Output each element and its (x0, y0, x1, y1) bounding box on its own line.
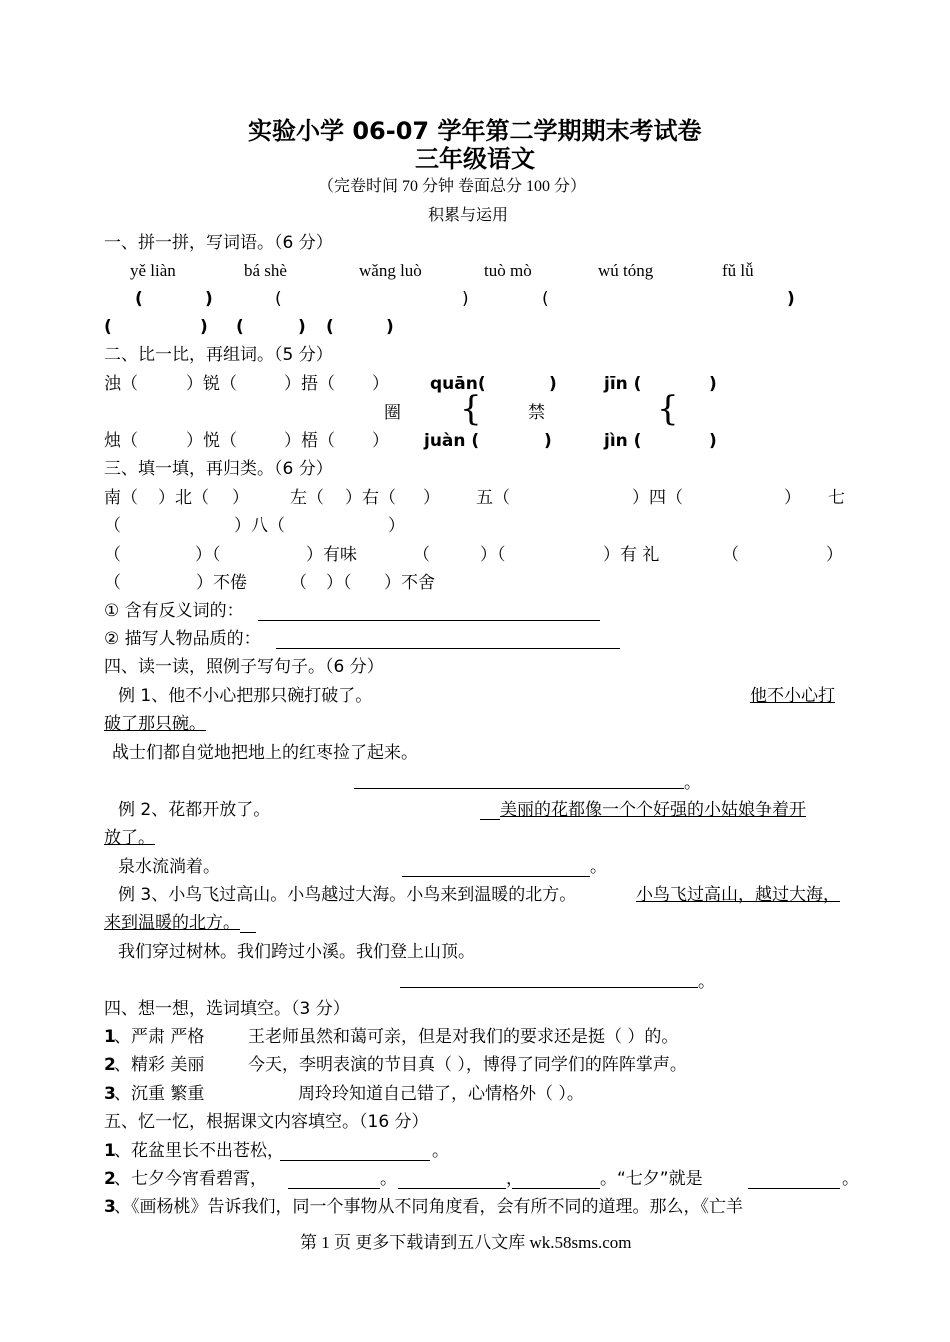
recite-text: 。“七夕”就是 (600, 1169, 703, 1189)
item-number: 3 (104, 1084, 116, 1104)
answer-paren-close: ) (205, 289, 213, 309)
answer-line (402, 876, 590, 877)
answer-paren-close: ) (462, 289, 469, 309)
answer-line (280, 1160, 430, 1161)
polyphone-char-jin: 禁 (528, 403, 545, 423)
category-character: ② 描写人物品质的： (104, 629, 261, 649)
fill-sentence: 王老师虽然和蔼可亲，但是对我们的要求还是挺（ ）的。 (248, 1027, 679, 1047)
answer-line (400, 987, 698, 988)
recite-text: 、花盆里长不出苍松， (114, 1141, 284, 1161)
word-choices: 、严肃 严格 (114, 1027, 205, 1047)
exam-title: 实验小学 06-07 学年第二学期期末考试卷 (248, 117, 702, 145)
underline-lead (480, 819, 500, 820)
answer-paren-open: ( (275, 289, 282, 309)
fill-blank: ）北（ (158, 488, 209, 508)
answer-line (288, 1188, 380, 1189)
answer-paren-open: ( (104, 317, 112, 337)
answer-paren-close: ) (298, 317, 306, 337)
fill-blank: 左（ (290, 488, 324, 508)
item-number: 2 (104, 1055, 116, 1075)
task-2: 泉水流淌着。 (118, 857, 220, 877)
exam-subtitle: 三年级语文 (415, 145, 535, 173)
compare-char: ）悦（ (186, 431, 237, 451)
q2-heading: 二、比一比，再组词。（5 分） (104, 345, 333, 365)
answer-line (398, 1188, 506, 1189)
pinyin-quan-close: ) (549, 374, 557, 394)
compare-char: ）梧（ (284, 431, 335, 451)
exam-meta: （完卷时间 70 分钟 卷面总分 100 分） (318, 178, 587, 195)
fill-blank: ） (232, 488, 249, 508)
compare-char: ） (372, 374, 389, 394)
fill-blank: （ (290, 573, 307, 593)
answer-paren-open: ( (236, 317, 244, 337)
compare-char: ）捂（ (284, 374, 335, 394)
example-1: 例 1、他不小心把那只碗打破了。 (118, 686, 373, 706)
fill-blank: 七 (828, 488, 845, 508)
compare-char: ） (372, 431, 389, 451)
fill-blank: ） (423, 488, 440, 508)
example-3: 例 3、小鸟飞过高山。小鸟越过大海。小鸟来到温暖的北方。 (118, 885, 577, 905)
fill-sentence: 今天，李明表演的节目真（ ），博得了同学们的阵阵掌声。 (248, 1055, 687, 1075)
answer-paren-close: ) (386, 317, 394, 337)
pinyin-4: tuò mò (484, 261, 532, 280)
example-2: 例 2、花都开放了。 (118, 800, 271, 820)
brace-icon: { (657, 389, 679, 429)
q6-heading: 五、忆一忆，根据课文内容填空。（16 分） (104, 1112, 429, 1132)
fill-blank: ）不倦 (196, 573, 247, 593)
fill-blank: （ (413, 545, 430, 565)
pinyin-quan: quān( (430, 374, 486, 394)
pinyin-juan: juàn ( (424, 431, 480, 451)
answer-line (276, 648, 620, 649)
compare-char: 浊（ (104, 374, 138, 394)
recite-text: 。 (842, 1169, 859, 1189)
pinyin-juan-close: ) (544, 431, 552, 451)
fill-blank: ）（ (326, 573, 352, 593)
word-choices: 、沉重 繁重 (114, 1084, 205, 1104)
polyphone-char-quan: 圈 (384, 403, 401, 423)
answer-paren-open: ( (326, 317, 334, 337)
q1-heading: 一、拼一拼，写词语。（6 分） (104, 233, 333, 253)
recite-text: ， (506, 1169, 523, 1189)
answer-paren-open: ( (542, 289, 549, 309)
fill-blank: ）不舍 (384, 573, 435, 593)
example-3-answer: 小鸟飞过高山，越过大海， (636, 885, 840, 905)
pinyin-6: fǔ lǚ (722, 261, 754, 280)
q5-heading: 四、想一想，选词填空。（3 分） (104, 999, 350, 1019)
pinyin-3: wǎng luò (359, 261, 422, 280)
q4-heading: 四、读一读，照例子写句子。（6 分） (104, 657, 384, 677)
example-1-answer-cont: 破了那只碗。 (104, 714, 206, 734)
recite-text: 、《画杨桃》告诉我们，同一个事物从不同角度看，会有所不同的道理。那么，《亡羊 (114, 1197, 743, 1217)
pinyin-jin: jìn ( (604, 431, 642, 451)
fill-blank: ）右（ (345, 488, 396, 508)
fill-blank: ） (784, 488, 801, 508)
item-number: 2 (104, 1169, 116, 1189)
compare-char: 烛（ (104, 431, 138, 451)
fill-blank: ）有味 (306, 545, 357, 565)
answer-line (512, 1188, 600, 1189)
fill-blank: （ (722, 545, 739, 565)
fill-blank: （ (104, 516, 121, 536)
pinyin-5: wú tóng (598, 261, 654, 280)
fill-blank: ）有 礼 (603, 545, 660, 565)
fill-blank: ） (826, 545, 843, 565)
pinyin-2: bá shè (244, 261, 287, 280)
fill-blank: ）（ (195, 545, 221, 565)
answer-paren-open: ( (135, 289, 143, 309)
item-number: 1 (104, 1027, 116, 1047)
fill-blank: ） (388, 516, 405, 536)
pinyin-jin-close: ) (709, 374, 717, 394)
fill-blank: ）（ (480, 545, 506, 565)
answer-paren-close: ) (200, 317, 208, 337)
fill-blank: （ (104, 545, 121, 565)
task-1: 战士们都自觉地把地上的红枣捡了起来。 (112, 743, 418, 763)
item-number: 1 (104, 1141, 116, 1161)
task-3: 我们穿过树林。我们跨过小溪。我们登上山顶。 (118, 942, 475, 962)
pinyin-1: yě liàn (130, 261, 176, 280)
answer-paren-close: ) (787, 289, 795, 309)
fill-sentence: 周玲玲知道自己错了，心情格外（ ）。 (298, 1084, 584, 1104)
item-number: 3 (104, 1197, 116, 1217)
page-footer: 第 1 页 更多下载请到五八文库 wk.58sms.com (300, 1233, 632, 1252)
answer-line (748, 1188, 840, 1189)
recite-text: 、七夕今宵看碧霄， (114, 1169, 267, 1189)
period: 。 (590, 857, 607, 877)
fill-blank: ）八（ (234, 516, 285, 536)
pinyin-jin: jīn ( (604, 374, 642, 394)
answer-line (258, 620, 600, 621)
recite-text: 。 (432, 1141, 449, 1161)
answer-line (354, 788, 684, 789)
fill-blank: 五（ (476, 488, 510, 508)
pinyin-jin-close: ) (709, 431, 717, 451)
example-2-answer-cont: 放了。 (104, 828, 155, 848)
recite-text: 。 (380, 1169, 397, 1189)
compare-char: ）锐（ (186, 374, 237, 394)
brace-icon: { (460, 389, 482, 429)
example-1-answer: 他不小心打 (750, 686, 835, 706)
fill-blank: （ (104, 573, 121, 593)
category-antonym: ① 含有反义词的： (104, 601, 244, 621)
example-3-answer-cont: 来到温暖的北方。 (104, 913, 240, 933)
fill-blank: 南（ (104, 488, 138, 508)
underline-tail (240, 932, 256, 933)
fill-blank: ）四（ (632, 488, 683, 508)
q3-heading: 三、填一填，再归类。（6 分） (104, 459, 333, 479)
word-choices: 、精彩 美丽 (114, 1055, 205, 1075)
example-2-answer: 美丽的花都像一个个好强的小姑娘争着开 (500, 800, 806, 820)
section-title: 积累与运用 (428, 205, 509, 224)
period: 。 (698, 972, 715, 992)
period: 。 (684, 773, 701, 793)
